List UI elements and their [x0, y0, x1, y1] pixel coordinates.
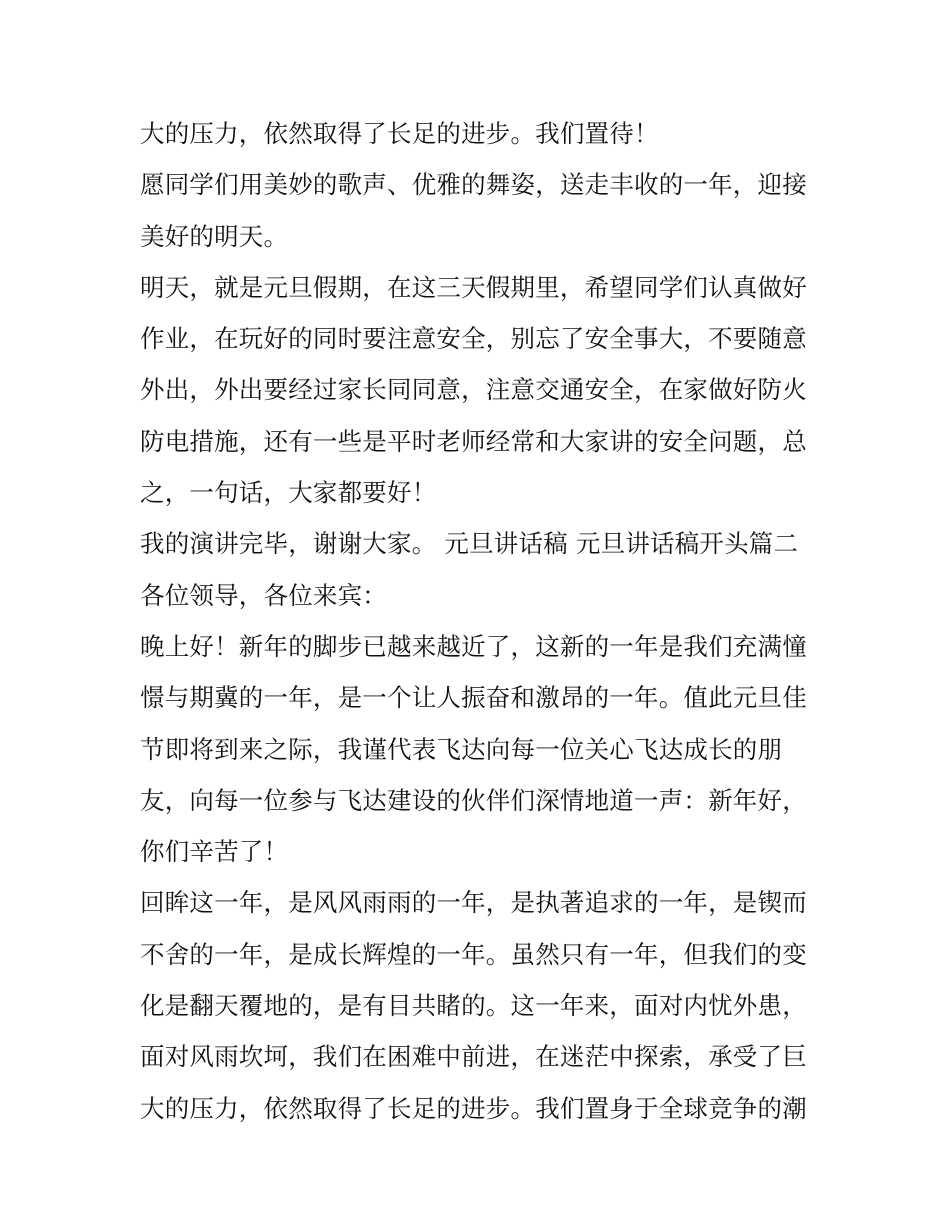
- text-line: 美好的明天。: [140, 221, 289, 251]
- document-body: [140, 108, 815, 1134]
- text-line: 节即将到来之际，我谨代表飞达向每一位关心飞达成长的朋: [140, 734, 783, 764]
- text-line: 回眸这一年，是风风雨雨的一年，是执著追求的一年，是锲而: [140, 888, 807, 918]
- text-line: 各位领导，各位来宾：: [140, 580, 387, 610]
- text-line: 明天，就是元旦假期，在这三天假期里，希望同学们认真做好: [140, 272, 807, 302]
- text-line: 化是翻天覆地的，是有目共睹的。这一年来，面对内忧外患，: [140, 991, 807, 1021]
- text-line: 晚上好！新年的脚步已越来越近了，这新的一年是我们充满憧: [140, 631, 807, 661]
- text-line: 我的演讲完毕，谢谢大家。 元旦讲话稿 元旦讲话稿开头篇二: [140, 529, 799, 559]
- text-line: 大的压力，依然取得了长足的进步。我们置身于全球竞争的潮: [140, 1093, 807, 1123]
- text-line: 友，向每一位参与飞达建设的伙伴们深情地道一声：新年好，: [140, 785, 807, 815]
- text-line: 外出，外出要经过家长同同意，注意交通安全，在家做好防火: [140, 375, 807, 405]
- text-line: 憬与期冀的一年，是一个让人振奋和激昂的一年。值此元旦佳: [140, 683, 807, 713]
- text-line: 防电措施，还有一些是平时老师经常和大家讲的安全问题，总: [140, 426, 807, 456]
- text-line: 大的压力，依然取得了长足的进步。我们置待！: [140, 119, 659, 148]
- text-line: 作业，在玩好的同时要注意安全，别忘了安全事大，不要随意: [140, 324, 807, 354]
- text-line: 面对风雨坎坷，我们在困难中前进，在迷茫中探索，承受了巨: [140, 1042, 807, 1072]
- text-line: 之，一句话，大家都要好！: [140, 478, 437, 508]
- text-line: 你们辛苦了！: [140, 837, 289, 867]
- text-line: 愿同学们用美妙的歌声、优雅的舞姿，送走丰收的一年，迎接: [140, 170, 807, 200]
- text-line: 不舍的一年，是成长辉煌的一年。虽然只有一年，但我们的变: [140, 939, 807, 969]
